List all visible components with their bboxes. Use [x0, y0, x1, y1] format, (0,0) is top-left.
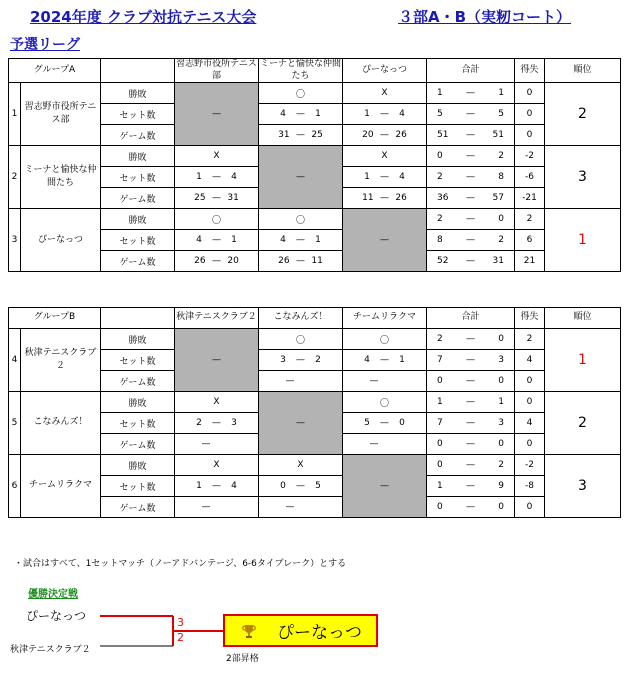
row-label: ゲーム数 [101, 434, 175, 455]
team-name: こなみんズ！ [21, 392, 101, 455]
total-left: 0 [437, 460, 443, 470]
total-left: 1 [437, 88, 443, 99]
total-right: 1 [498, 397, 504, 407]
score-left: — [285, 502, 295, 512]
total-sep: — [466, 214, 475, 225]
match-result: 〇 [379, 398, 389, 409]
score-sep: — [295, 109, 305, 120]
score-sep: — [379, 355, 389, 365]
diff-cell: 2 [515, 209, 545, 230]
diff-header: 得失 [515, 59, 545, 83]
score-sep: — [211, 172, 221, 183]
self-match-cell: — [175, 329, 259, 392]
score-left: 26 [278, 256, 290, 267]
row-label: 勝敗 [101, 329, 175, 350]
team-number: 2 [9, 146, 21, 209]
score-right: 20 [227, 256, 239, 267]
final-team-2: 秋津テニスクラブ２ [10, 645, 91, 655]
total-header: 合計 [427, 308, 515, 329]
total-right: 1 [498, 88, 504, 99]
score-right: 4 [231, 481, 237, 491]
team-name: ミーナと愉快な仲間たち [21, 146, 101, 209]
score-sep: — [295, 130, 305, 141]
score-right: 11 [311, 256, 323, 267]
score-right: 0 [399, 418, 405, 428]
total-sep: — [466, 397, 475, 407]
total-left: 7 [437, 418, 443, 428]
team-name: ぴーなっつ [21, 209, 101, 272]
total-sep: — [466, 235, 475, 246]
score-sep: — [379, 172, 389, 183]
total-left: 7 [437, 355, 443, 365]
row-label: セット数 [101, 104, 175, 125]
final-score-team-1: 3 [177, 616, 184, 629]
row-label: ゲーム数 [101, 125, 175, 146]
score-right: 4 [399, 109, 405, 120]
match-result: X [213, 460, 220, 470]
score-left: 25 [194, 193, 206, 204]
score-sep: — [379, 193, 389, 204]
group-label: グループB [9, 308, 101, 329]
total-right: 2 [498, 151, 504, 162]
team-number: 3 [9, 209, 21, 272]
score-sep: — [295, 235, 305, 246]
total-header: 合計 [427, 59, 515, 83]
match-result: 〇 [295, 335, 305, 346]
score-left: 5 [364, 418, 370, 428]
score-right: 3 [231, 418, 237, 428]
match-result: 〇 [211, 215, 221, 226]
match-result: X [213, 151, 220, 162]
promotion-note: 2部昇格 [226, 654, 259, 664]
total-right: 8 [498, 172, 504, 183]
total-sep: — [466, 256, 475, 267]
total-right: 57 [492, 193, 504, 204]
total-right: 51 [492, 130, 504, 141]
score-left: 4 [280, 109, 286, 120]
diff-cell: 0 [515, 497, 545, 518]
score-left: 31 [278, 130, 290, 141]
total-right: 0 [498, 502, 504, 512]
score-sep: — [379, 130, 389, 141]
total-left: 1 [437, 481, 443, 491]
total-right: 2 [498, 235, 504, 246]
total-sep: — [466, 376, 475, 386]
total-left: 52 [437, 256, 449, 267]
score-left: — [201, 502, 211, 512]
score-right: 4 [399, 172, 405, 183]
team-number: 5 [9, 392, 21, 455]
score-right: 31 [227, 193, 239, 204]
match-result: X [381, 88, 388, 99]
score-right: 5 [315, 481, 321, 491]
diff-header: 得失 [515, 308, 545, 329]
score-sep: — [211, 256, 221, 267]
score-left: 4 [280, 235, 286, 246]
row-label: 勝敗 [101, 83, 175, 104]
rank-cell: 1 [545, 209, 621, 272]
rank-cell: 3 [545, 455, 621, 518]
opponent-header: こなみんズ！ [259, 308, 343, 329]
row-label: 勝敗 [101, 146, 175, 167]
total-left: 2 [437, 214, 443, 225]
diff-cell: -2 [515, 146, 545, 167]
score-right: 4 [231, 172, 237, 183]
trophy-icon [241, 623, 257, 639]
total-left: 2 [437, 172, 443, 183]
opponent-header: 習志野市役所テニス部 [175, 59, 259, 83]
score-left: — [369, 439, 379, 449]
opponent-header: ぴーなっつ [343, 59, 427, 83]
total-sep: — [466, 502, 475, 512]
total-left: 1 [437, 397, 443, 407]
self-match-cell: — [259, 392, 343, 455]
champion-box [223, 614, 378, 647]
diff-cell: 4 [515, 413, 545, 434]
division-title: ３部A・B（実籾コート） [398, 8, 572, 26]
total-left: 51 [437, 130, 449, 141]
score-sep: — [211, 481, 221, 491]
total-left: 0 [437, 502, 443, 512]
score-right: 25 [311, 130, 323, 141]
diff-cell: 0 [515, 434, 545, 455]
row-label: ゲーム数 [101, 251, 175, 272]
total-right: 31 [492, 256, 504, 267]
score-right: 1 [315, 109, 321, 120]
score-sep: — [295, 481, 305, 491]
match-rule-note: ・試合はすべて、1セットマッチ（ノーアドバンテージ、6-6タイブレーク）とする [14, 559, 347, 569]
total-sep: — [466, 109, 475, 120]
diff-cell: 0 [515, 392, 545, 413]
opponent-header: チームリラクマ [343, 308, 427, 329]
total-left: 8 [437, 235, 443, 246]
rank-cell: 1 [545, 329, 621, 392]
score-right: 26 [395, 193, 407, 204]
total-sep: — [466, 193, 475, 204]
total-right: 9 [498, 481, 504, 491]
diff-cell: 0 [515, 83, 545, 104]
total-sep: — [466, 418, 475, 428]
total-left: 2 [437, 334, 443, 344]
score-right: 26 [395, 130, 407, 141]
champion-name: ぴーなっつ [277, 623, 362, 643]
total-sep: — [466, 151, 475, 162]
match-result: 〇 [295, 89, 305, 100]
row-label: 勝敗 [101, 209, 175, 230]
preliminary-league-heading: 予選リーグ [10, 37, 80, 53]
total-sep: — [466, 355, 475, 365]
score-left: 20 [362, 130, 374, 141]
score-right: 2 [315, 355, 321, 365]
score-sep: — [211, 193, 221, 204]
score-right: 1 [399, 355, 405, 365]
rank-cell: 2 [545, 392, 621, 455]
rank-cell: 3 [545, 146, 621, 209]
total-left: 0 [437, 376, 443, 386]
diff-cell: -8 [515, 476, 545, 497]
self-match-cell: — [343, 455, 427, 518]
row-label: ゲーム数 [101, 371, 175, 392]
diff-cell: 6 [515, 230, 545, 251]
total-sep: — [466, 439, 475, 449]
total-right: 3 [498, 355, 504, 365]
total-sep: — [466, 481, 475, 491]
match-result: 〇 [295, 215, 305, 226]
diff-cell: -2 [515, 455, 545, 476]
total-right: 0 [498, 214, 504, 225]
score-left: 1 [364, 172, 370, 183]
total-right: 0 [498, 334, 504, 344]
row-label: ゲーム数 [101, 497, 175, 518]
total-left: 5 [437, 109, 443, 120]
score-sep: — [211, 235, 221, 246]
total-right: 5 [498, 109, 504, 120]
total-left: 0 [437, 439, 443, 449]
score-left: 3 [280, 355, 286, 365]
score-sep: — [295, 355, 305, 365]
final-heading: 優勝決定戦 [28, 589, 78, 600]
score-left: 4 [196, 235, 202, 246]
rank-header: 順位 [545, 308, 621, 329]
diff-cell: 2 [515, 329, 545, 350]
self-match-cell: — [259, 146, 343, 209]
match-result: X [213, 397, 220, 407]
rank-cell: 2 [545, 83, 621, 146]
score-left: 11 [362, 193, 374, 204]
team-number: 4 [9, 329, 21, 392]
group-label: グループA [9, 59, 101, 83]
score-sep: — [379, 109, 389, 120]
score-left: 1 [364, 109, 370, 120]
score-left: — [285, 376, 295, 386]
match-result: 〇 [379, 335, 389, 346]
final-team-1: ぴーなっつ [26, 609, 87, 623]
team-name: 秋津テニスクラブ２ [21, 329, 101, 392]
score-left: 1 [196, 172, 202, 183]
rank-header: 順位 [545, 59, 621, 83]
score-left: 0 [280, 481, 286, 491]
total-left: 36 [437, 193, 449, 204]
row-label: セット数 [101, 167, 175, 188]
diff-cell: 0 [515, 125, 545, 146]
score-left: — [369, 376, 379, 386]
self-match-cell: — [343, 209, 427, 272]
total-sep: — [466, 130, 475, 141]
score-sep: — [379, 418, 389, 428]
diff-cell: 0 [515, 371, 545, 392]
self-match-cell: — [175, 83, 259, 146]
total-sep: — [466, 460, 475, 470]
opponent-header: 秋津テニスクラブ２ [175, 308, 259, 329]
diff-cell: 4 [515, 350, 545, 371]
total-right: 3 [498, 418, 504, 428]
score-left: 4 [364, 355, 370, 365]
row-label: ゲーム数 [101, 188, 175, 209]
total-right: 0 [498, 376, 504, 386]
score-right: 1 [315, 235, 321, 246]
diff-cell: 21 [515, 251, 545, 272]
match-result: X [381, 151, 388, 162]
diff-cell: -6 [515, 167, 545, 188]
diff-cell: -21 [515, 188, 545, 209]
opponent-header: ミーナと愉快な仲間たち [259, 59, 343, 83]
score-sep: — [295, 256, 305, 267]
row-label: 勝敗 [101, 455, 175, 476]
final-score-team-2: 2 [177, 631, 184, 644]
row-label: セット数 [101, 350, 175, 371]
tournament-title: 2024年度 クラブ対抗テニス大会 [30, 8, 257, 26]
score-left: 1 [196, 481, 202, 491]
score-left: 2 [196, 418, 202, 428]
team-name: チームリラクマ [21, 455, 101, 518]
score-right: 1 [231, 235, 237, 246]
team-name: 習志野市役所テニス部 [21, 83, 101, 146]
total-sep: — [466, 88, 475, 99]
total-sep: — [466, 334, 475, 344]
row-label: セット数 [101, 230, 175, 251]
total-sep: — [466, 172, 475, 183]
score-left: — [201, 439, 211, 449]
total-left: 0 [437, 151, 443, 162]
row-label: セット数 [101, 413, 175, 434]
team-number: 6 [9, 455, 21, 518]
row-label: セット数 [101, 476, 175, 497]
diff-cell: 0 [515, 104, 545, 125]
total-right: 0 [498, 439, 504, 449]
score-left: 26 [194, 256, 206, 267]
row-label: 勝敗 [101, 392, 175, 413]
match-result: X [297, 460, 304, 470]
score-sep: — [211, 418, 221, 428]
team-number: 1 [9, 83, 21, 146]
total-right: 2 [498, 460, 504, 470]
